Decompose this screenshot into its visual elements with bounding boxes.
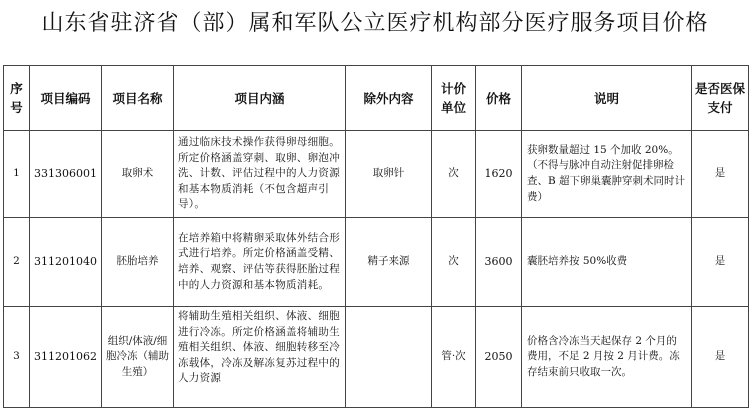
table-row — [4, 218, 749, 307]
cell-seq: 1 — [4, 131, 30, 218]
header-unit: 计价单位 — [432, 66, 476, 131]
page-title: 山东省驻济省（部）属和军队公立医疗机构部分医疗服务项目价格 — [41, 11, 709, 36]
price-table — [3, 65, 749, 408]
header-row — [4, 66, 749, 131]
cell-insurance: 是 — [692, 218, 749, 307]
cell-price: 2050 — [476, 307, 522, 408]
header-code: 项目编码 — [30, 66, 102, 131]
cell-content: 通过临床技术操作获得卵母细胞。所定价格涵盖穿刺、取卵、卵泡冲洗、计数、评估过程中的人力资源和基本物质消耗（不包含超声引导）。 — [174, 131, 346, 218]
cell-name: 取卵术 — [102, 131, 174, 218]
header-note: 说明 — [522, 66, 692, 131]
cell-insurance: 是 — [692, 131, 749, 218]
header-seq: 序号 — [4, 66, 30, 131]
table-row — [4, 307, 749, 408]
cell-code: 311201062 — [30, 307, 102, 408]
cell-unit: 次 — [432, 131, 476, 218]
cell-price: 3600 — [476, 218, 522, 307]
header-excl: 除外内容 — [346, 66, 432, 131]
cell-code: 331306001 — [30, 131, 102, 218]
cell-note: 获卵数量超过 15 个加收 20%。（不得与脉冲自动注射促排卵检查、B 超下卵巢囊肿穿刺术同时计费） — [522, 131, 692, 218]
cell-excl: 精子来源 — [346, 218, 432, 307]
cell-note: 囊胚培养按 50%收费 — [522, 218, 692, 307]
cell-note: 价格含冷冻当天起保存 2 个月的费用，不足 2 月按 2 月计费。冻存结束前只收取一次。 — [522, 307, 692, 408]
cell-name: 胚胎培养 — [102, 218, 174, 307]
cell-unit: 管·次 — [432, 307, 476, 408]
cell-insurance: 是 — [692, 307, 749, 408]
header-content: 项目内涵 — [174, 66, 346, 131]
cell-seq: 3 — [4, 307, 30, 408]
cell-unit: 次 — [432, 218, 476, 307]
cell-price: 1620 — [476, 131, 522, 218]
table-row — [4, 131, 749, 218]
header-ins: 是否医保支付 — [692, 66, 749, 131]
cell-content: 将辅助生殖相关组织、体液、细胞进行冷冻。所定价格涵盖将辅助生殖相关组织、体液、细胞转移至冷冻载体，冷冻及解冻复苏过程中的人力资源 — [174, 307, 346, 408]
cell-content: 在培养箱中将精卵采取体外结合形式进行培养。所定价格涵盖受精、培养、观察、评估等获得胚胎过程中的人力资源和基本物质消耗。 — [174, 218, 346, 307]
header-name: 项目名称 — [102, 66, 174, 131]
header-price: 价格 — [476, 66, 522, 131]
cell-seq: 2 — [4, 218, 30, 307]
cell-excl: 取卵针 — [346, 131, 432, 218]
cell-excl — [346, 307, 432, 408]
cell-code: 311201040 — [30, 218, 102, 307]
cell-name: 组织/体液/细胞冷冻（辅助生殖） — [102, 307, 174, 408]
